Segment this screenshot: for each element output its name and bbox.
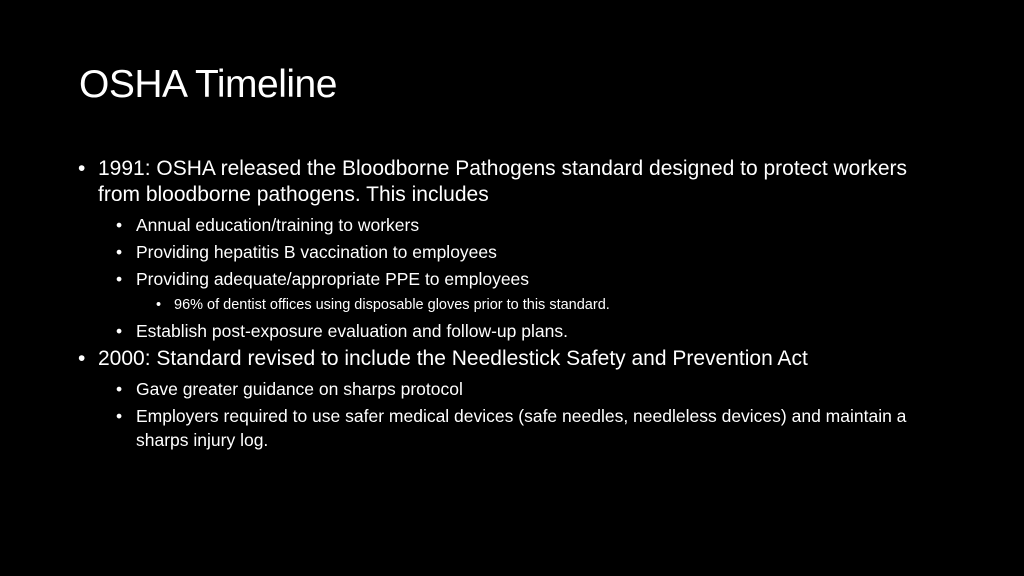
list-item-text: Providing hepatitis B vaccination to employees <box>136 242 497 262</box>
bullet-list <box>78 156 938 455</box>
list-item-text: 96% of dentist offices using disposable gloves prior to this standard. <box>174 297 610 313</box>
list-item <box>78 267 938 291</box>
slide-title: OSHA Timeline <box>79 63 337 106</box>
list-item <box>78 240 938 264</box>
list-item-text: Employers required to use safer medical devices (safe needles, needleless devices) and maintain a sharps injury log. <box>136 406 907 450</box>
bullet-icon: • <box>116 215 123 235</box>
bullet-icon: • <box>116 406 123 426</box>
list-item <box>78 156 938 208</box>
list-item <box>78 404 938 452</box>
bullet-icon: • <box>116 379 123 399</box>
bullet-icon: • <box>116 269 123 289</box>
bullet-icon: • <box>78 157 86 180</box>
bullet-icon: • <box>116 321 123 341</box>
list-item-text: Gave greater guidance on sharps protocol <box>136 379 463 399</box>
list-item <box>78 213 938 237</box>
list-item-text: 1991: OSHA released the Bloodborne Pathogens standard designed to protect workers from bloodborne pathogens. This includes <box>98 157 908 206</box>
list-item-text: Annual education/training to workers <box>136 215 420 235</box>
list-item <box>78 346 938 372</box>
bullet-icon: • <box>78 347 86 370</box>
bullet-icon: • <box>116 242 123 262</box>
list-item <box>78 294 938 316</box>
bullet-icon: • <box>156 297 162 313</box>
list-item-text: 2000: Standard revised to include the Needlestick Safety and Prevention Act <box>98 347 808 370</box>
list-item <box>78 319 938 343</box>
list-item-text: Establish post-exposure evaluation and follow-up plans. <box>136 321 568 341</box>
list-item <box>78 377 938 401</box>
list-item-text: Providing adequate/appropriate PPE to employees <box>136 269 530 289</box>
